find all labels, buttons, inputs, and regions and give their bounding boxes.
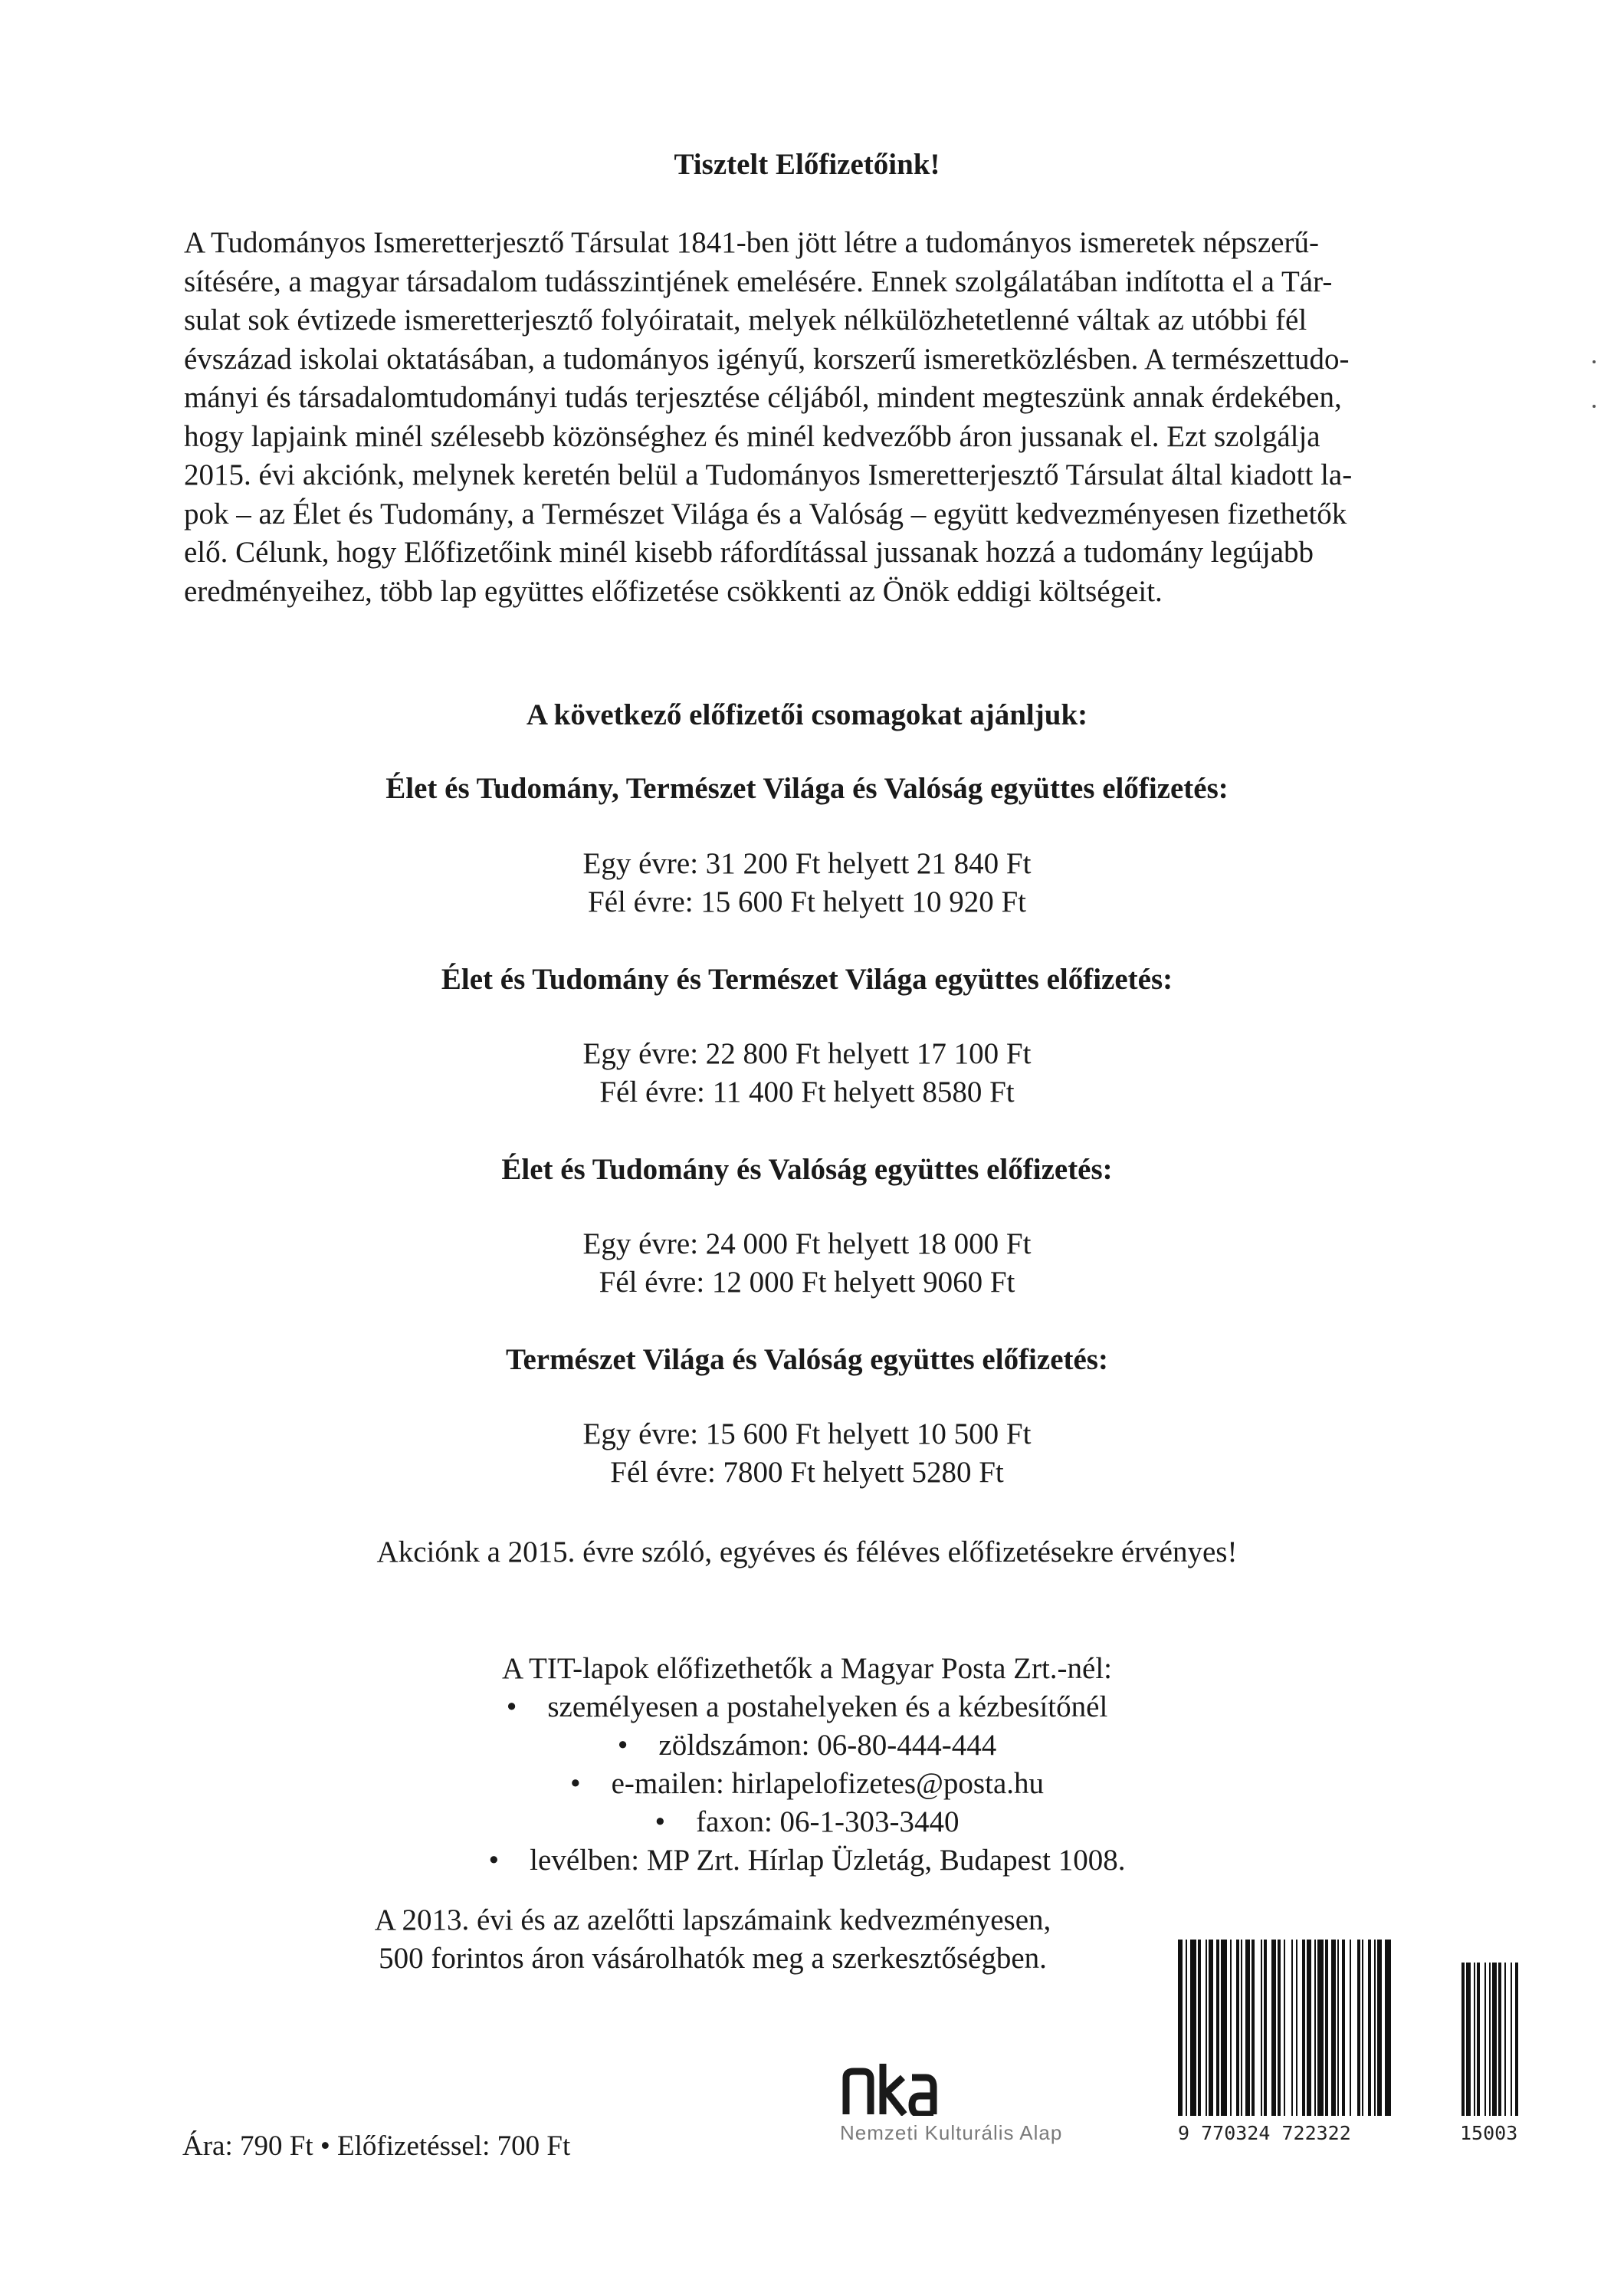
barcode-bar [1374, 1940, 1376, 2116]
barcode-bar [1357, 1940, 1360, 2116]
price-year: Egy évre: 31 200 Ft helyett 21 840 Ft [582, 847, 1032, 880]
channel-text: faxon: 06-1-303-3440 [696, 1805, 960, 1838]
barcode-bar [1307, 1940, 1311, 2116]
intro-line: mányi és társadalomtudományi tudás terjesztése céljából, mindent megteszünk annak érdekében, [184, 381, 1342, 414]
channel-item [0, 1726, 1614, 1765]
price-half: Fél évre: 15 600 Ft helyett 10 920 Ft [588, 885, 1026, 918]
subscription-channels [0, 1650, 1614, 1880]
archive-line: 500 forintos áron vásárolhatók meg a szerkesztőségben. [379, 1942, 1047, 1975]
channel-item [0, 1688, 1614, 1726]
barcode-addon-bar [1515, 1963, 1518, 2116]
channel-text: személyesen a postahelyeken és a kézbesítőnél [547, 1690, 1108, 1723]
price-year: Egy évre: 15 600 Ft helyett 10 500 Ft [582, 1417, 1032, 1450]
package-heading: Természet Világa és Valóság együttes előfizetés: [506, 1343, 1108, 1376]
package-prices [0, 845, 1614, 921]
nka-logo-icon [840, 2061, 940, 2116]
barcode-bar [1245, 1940, 1250, 2116]
price-year: Egy évre: 24 000 Ft helyett 18 000 Ft [582, 1227, 1032, 1260]
intro-line: pok – az Élet és Tudomány, a Természet Világa és a Valóság – együtt kedvezményesen fizethetők [184, 497, 1347, 530]
barcode-addon-bar [1498, 1963, 1501, 2116]
barcode-addon-bar [1489, 1963, 1491, 2116]
barcode-bar [1278, 1940, 1281, 2116]
barcode-bar [1230, 1940, 1232, 2116]
barcode-addon-bar [1504, 1963, 1506, 2116]
barcode-bar [1236, 1940, 1239, 2116]
intro-line: hogy lapjaink minél szélesebb közönséghez és minél kedvezőbb áron jussanak el. Ezt szolgálja [184, 419, 1320, 453]
intro-line: 2015. évi akciónk, melynek keretén belül a Tudományos Ismeretterjesztő Társulat által kiadott la- [184, 458, 1353, 491]
bullet-icon: • [654, 1805, 666, 1838]
barcode-bar [1261, 1940, 1262, 2116]
bullet-icon: • [617, 1729, 628, 1762]
validity-note [0, 1533, 1614, 1572]
barcode-bar [1314, 1940, 1316, 2116]
package-prices [0, 1035, 1614, 1112]
barcode-addon-bar [1466, 1963, 1471, 2116]
barcode-bar [1302, 1940, 1305, 2116]
intro-line: eredményeihez, több lap együttes előfizetése csökkenti az Önök eddigi költségeit. [184, 574, 1163, 608]
channels-lead: A TIT-lapok előfizethetők a Magyar Posta Zrt.-nél: [501, 1652, 1113, 1685]
barcode-addon-bar [1474, 1963, 1475, 2116]
price-half: Fél évre: 7800 Ft helyett 5280 Ft [610, 1456, 1004, 1489]
barcode-addon-bar [1477, 1963, 1480, 2116]
barcode-bar [1198, 1940, 1201, 2116]
intro-line: A Tudományos Ismeretterjesztő Társulat 1841-ben jött létre a tudományos ismeretek népszerű- [184, 226, 1319, 259]
intro-line: sítésére, a magyar társadalom tudásszintjének emelésére. Ennek szolgálatában indította el a Tár- [184, 264, 1333, 298]
barcode-bar [1209, 1940, 1213, 2116]
barcode-bar [1325, 1940, 1328, 2116]
channel-item [0, 1841, 1614, 1880]
price-year: Egy évre: 22 800 Ft helyett 17 100 Ft [582, 1037, 1032, 1070]
barcode-bar [1284, 1940, 1285, 2116]
barcode-bar [1190, 1940, 1196, 2116]
page-title: Tisztelt Előfizetőink! [674, 148, 940, 181]
barcode-bar [1252, 1940, 1255, 2116]
barcode-bar [1216, 1940, 1219, 2116]
bullet-icon: • [569, 1767, 581, 1800]
package-prices [0, 1225, 1614, 1302]
channel-item [0, 1803, 1614, 1841]
price-half: Fél évre: 11 400 Ft helyett 8580 Ft [599, 1076, 1015, 1109]
issue-price: Ára: 790 Ft • Előfizetéssel: 700 Ft [182, 2130, 571, 2162]
channel-text: levélben: MP Zrt. Hírlap Üzletág, Budapest 1008. [530, 1844, 1126, 1877]
barcode-main-digits: 9 770324 722322 [1178, 2122, 1351, 2144]
barcode-bar [1337, 1940, 1339, 2116]
barcode-bar [1377, 1940, 1382, 2116]
price-half: Fél évre: 12 000 Ft helyett 9060 Ft [599, 1266, 1015, 1299]
barcode-bar [1291, 1940, 1293, 2116]
barcode-bar [1241, 1940, 1242, 2116]
barcode-bar [1368, 1940, 1371, 2116]
intro-line: évszázad iskolai oktatásában, a tudományos igényű, korszerű ismeretközlésben. A természettudo- [184, 342, 1350, 376]
edge-mark [1593, 405, 1596, 408]
barcode-bar [1221, 1940, 1227, 2116]
bullet-icon: • [488, 1844, 500, 1877]
intro-line: elő. Célunk, hogy Előfizetőink minél kisebb ráfordítással jussanak hozzá a tudomány legújabb [184, 536, 1314, 569]
barcode-addon-bar [1511, 1963, 1512, 2116]
barcode-bar [1350, 1940, 1351, 2116]
package-prices [0, 1415, 1614, 1492]
barcode-bar [1385, 1940, 1391, 2116]
barcode-bar [1362, 1940, 1363, 2116]
barcode-bar [1317, 1940, 1324, 2116]
barcode-graphic [1176, 1940, 1518, 2116]
intro-paragraph [184, 224, 1433, 611]
package-heading: Élet és Tudomány, Természet Világa és Valóság együttes előfizetés: [385, 772, 1229, 805]
barcode-bar [1186, 1940, 1187, 2116]
barcode-bar [1296, 1940, 1297, 2116]
packages-heading: A következő előfizetői csomagokat ajánljuk: [526, 698, 1088, 731]
bullet-icon: • [506, 1690, 517, 1723]
barcode-bar [1342, 1940, 1345, 2116]
archive-line: A 2013. évi és az azelőtti lapszámaink kedvezményesen, [374, 1903, 1051, 1936]
intro-line: sulat sok évtizede ismeretterjesztő folyóiratait, melyek nélkülözhetetlenné váltak az utóbbi fél [184, 304, 1307, 337]
barcode-addon-bar [1492, 1963, 1497, 2116]
barcode-addon-digits: 15003 [1460, 2122, 1518, 2144]
package-heading: Élet és Tudomány és Természet Világa együttes előfizetés: [441, 963, 1173, 996]
nka-logo-text: Nemzeti Kulturális Alap [840, 2121, 1063, 2144]
barcode-bar [1331, 1940, 1336, 2116]
nka-logo [840, 2061, 1116, 2145]
barcode-addon-bar [1484, 1963, 1486, 2116]
channel-text: zöldszámon: 06-80-444-444 [658, 1729, 997, 1762]
package-heading: Élet és Tudomány és Valóság együttes előfizetés: [501, 1153, 1113, 1186]
barcode-bar [1264, 1940, 1267, 2116]
edge-mark [1593, 360, 1596, 363]
channel-item [0, 1765, 1614, 1803]
archive-note [314, 1901, 1111, 1978]
barcode-bar [1178, 1940, 1183, 2116]
barcode-addon-bar [1461, 1963, 1465, 2116]
barcode-bar [1271, 1940, 1276, 2116]
channel-text: e-mailen: hirlapelofizetes@posta.hu [611, 1767, 1045, 1800]
barcode [1176, 1940, 1518, 2116]
barcode-bar [1206, 1940, 1207, 2116]
validity-text: Akciónk a 2015. évre szóló, egyéves és féléves előfizetésekre érvényes! [376, 1536, 1238, 1568]
